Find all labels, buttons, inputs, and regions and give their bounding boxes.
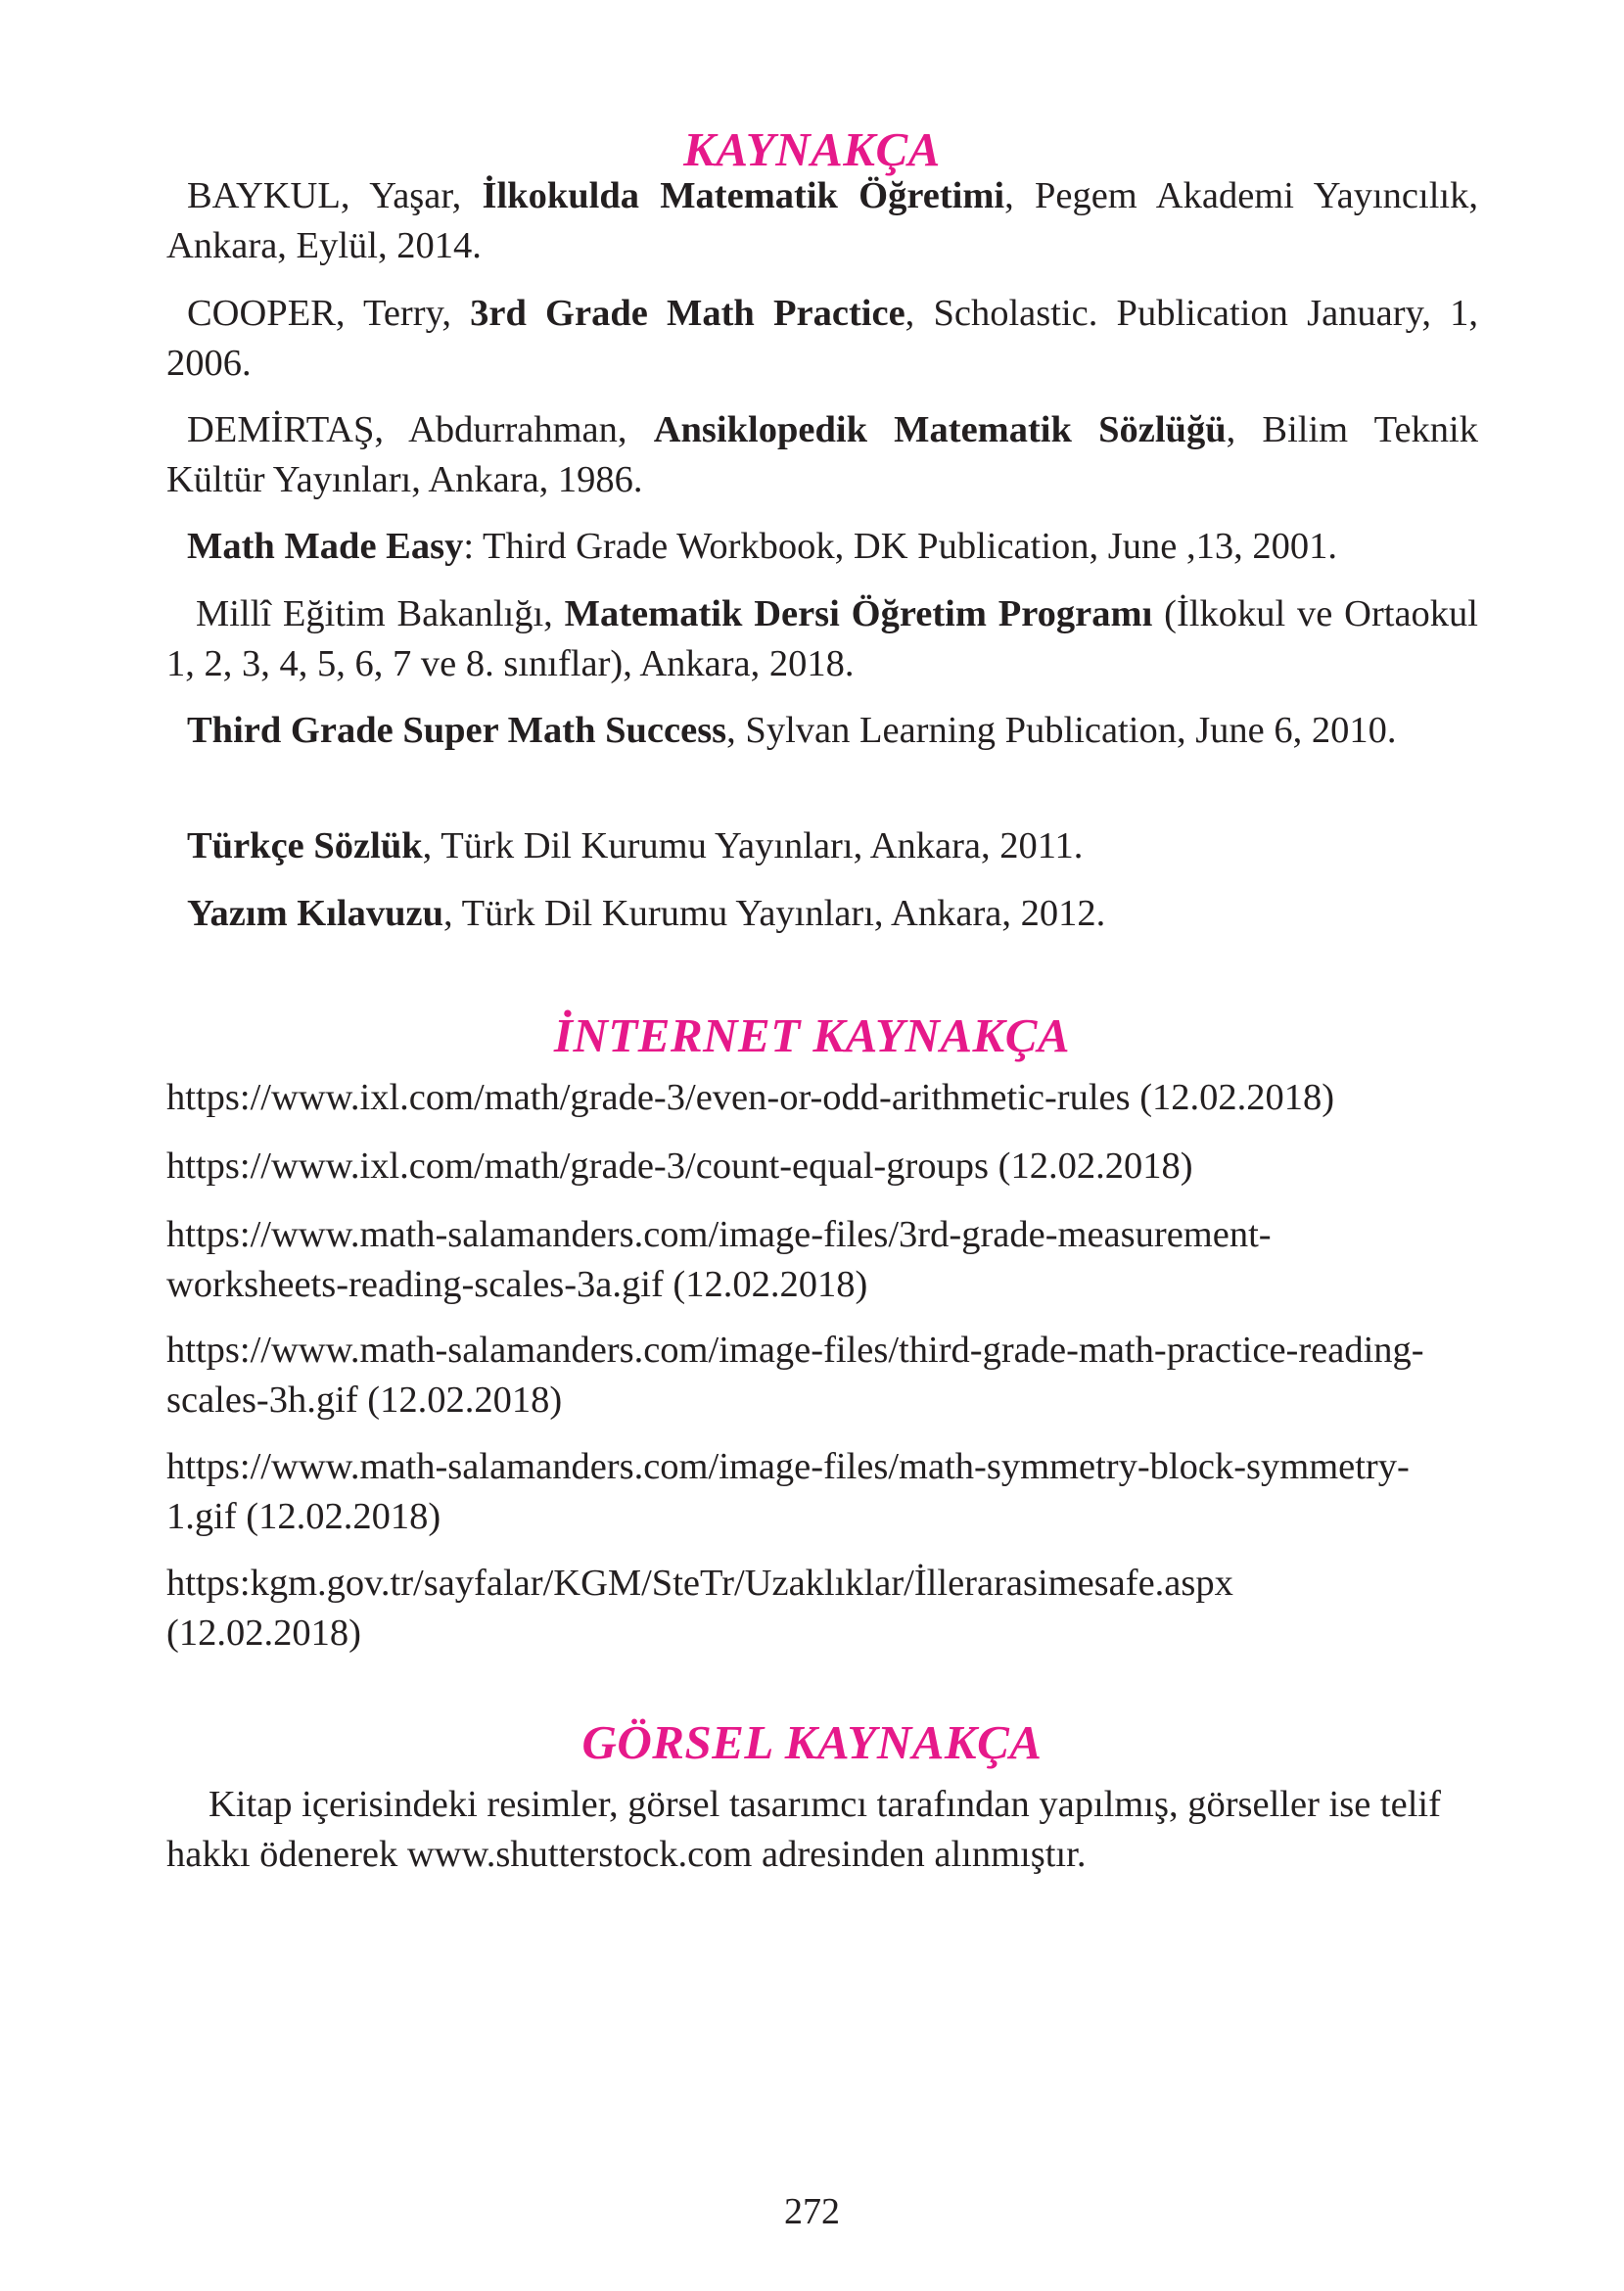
internet-reference-entry: https://www.math-salamanders.com/image-files/third-grade-math-practice-reading-scales-3h.gif (12.02.2018): [166, 1330, 1424, 1421]
internet-reference-entry: https://www.math-salamanders.com/image-files/3rd-grade-measurement-worksheets-reading-scales-3a.gif (12.02.2018): [166, 1214, 1272, 1305]
internet-references-heading: İNTERNET KAYNAKÇA: [553, 1008, 1071, 1062]
internet-reference-entry: https://www.math-salamanders.com/image-files/math-symmetry-block-symmetry-1.gif (12.02.2018): [166, 1446, 1410, 1537]
internet-reference-entry: https:kgm.gov.tr/sayfalar/KGM/SteTr/Uzaklıklar/İllerarasimesafe.aspx (12.02.2018): [166, 1563, 1233, 1654]
reference-entry: Math Made Easy: Third Grade Workbook, DK Publication, June ,13, 2001.: [187, 526, 1337, 567]
reference-entry: Yazım Kılavuzu, Türk Dil Kurumu Yayınları, Ankara, 2012.: [187, 893, 1106, 934]
visual-references-text: Kitap içerisindeki resimler, görsel tasarımcı tarafından yapılmış, görseller ise telif hakkı ödenerek www.shutterstock.com adresinden alınmıştır.: [166, 1784, 1441, 1875]
reference-entry: DEMİRTAŞ, Abdurrahman, Ansiklopedik Matematik Sözlüğü, Bilim Teknik Kültür Yayınları, Ankara, 1986.: [166, 409, 1478, 500]
internet-reference-entry: https://www.ixl.com/math/grade-3/count-equal-groups (12.02.2018): [166, 1146, 1193, 1187]
reference-entry: Third Grade Super Math Success, Sylvan Learning Publication, June 6, 2010.: [187, 710, 1397, 751]
reference-entry: Millî Eğitim Bakanlığı, Matematik Dersi Öğretim Programı (İlkokul ve Ortaokul 1, 2, 3, 4, 5, 6, 7 ve 8. sınıflar), Ankara, 2018.: [166, 593, 1478, 684]
internet-reference-entry: https://www.ixl.com/math/grade-3/even-or-odd-arithmetic-rules (12.02.2018): [166, 1077, 1335, 1118]
reference-entry: Türkçe Sözlük, Türk Dil Kurumu Yayınları, Ankara, 2011.: [187, 825, 1084, 866]
reference-entry: COOPER, Terry, 3rd Grade Math Practice, Scholastic. Publication January, 1, 2006.: [166, 293, 1478, 384]
visual-references-heading: GÖRSEL KAYNAKÇA: [581, 1715, 1043, 1769]
reference-entry: BAYKUL, Yaşar, İlkokulda Matematik Öğretimi, Pegem Akademi Yayıncılık, Ankara, Eylül, 2014.: [166, 175, 1478, 266]
references-heading: KAYNAKÇA: [683, 122, 941, 176]
page-number: 272: [784, 2191, 840, 2232]
